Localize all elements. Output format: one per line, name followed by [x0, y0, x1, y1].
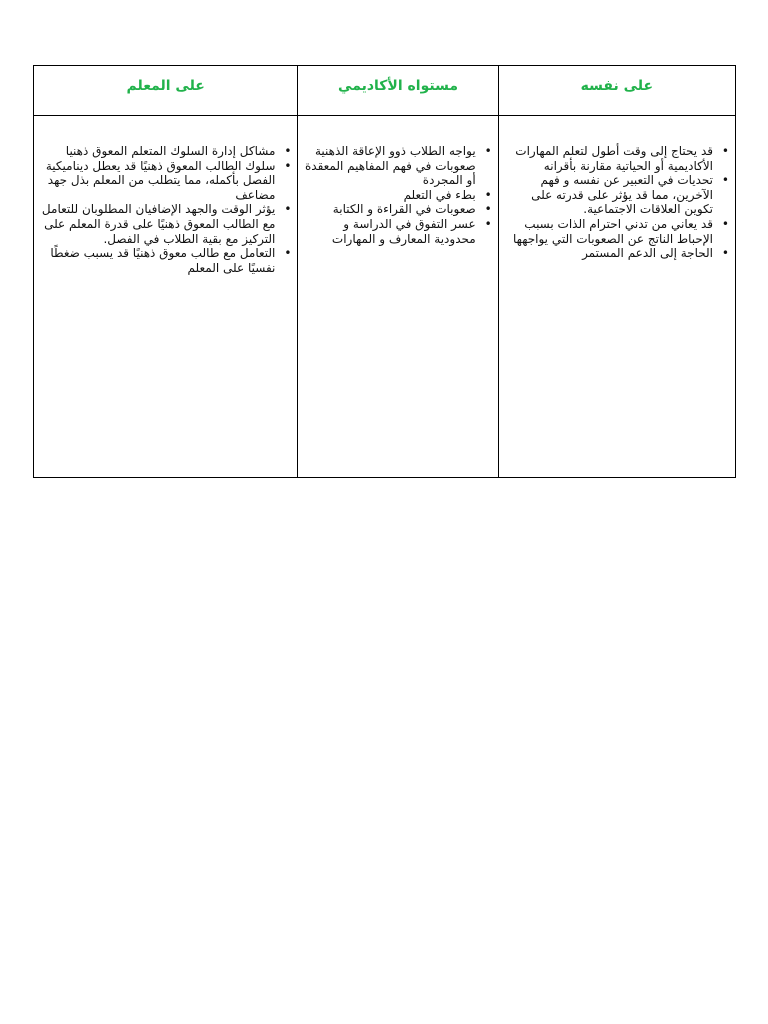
bullet-list-academic-level: [304, 144, 491, 246]
list-item: • يؤثر الوقت والجهد الإضافيان المطلوبان للتعامل مع الطالب المعوق ذهنيًا على قدرة المعلم على التركيز مع بقية الطلاب في الفصل.: [40, 202, 291, 246]
header-on-teacher: على المعلم: [34, 66, 298, 116]
column-on-teacher: [34, 116, 298, 478]
header-row: [34, 66, 736, 116]
header-academic-level: مستواه الأكاديمي: [298, 66, 498, 116]
list-item: • يواجه الطلاب ذوو الإعاقة الذهنية صعوبات في فهم المفاهيم المعقدة أو المجردة: [304, 144, 491, 188]
list-item: • قد يحتاج إلى وقت أطول لتعلم المهارات الأكاديمية أو الحياتية مقارنة بأقرانه: [505, 144, 729, 173]
column-on-himself: [498, 116, 735, 478]
bullet-list-on-himself: [505, 144, 729, 261]
list-item: • بطء في التعلم: [304, 188, 491, 203]
list-item: • صعوبات في القراءة و الكتابة: [304, 202, 491, 217]
bullet-list-on-teacher: [40, 144, 291, 275]
header-on-himself: على نفسه: [498, 66, 735, 116]
list-item: • سلوك الطالب المعوق ذهنيًا قد يعطل ديناميكية الفصل بأكمله، مما يتطلب من المعلم بذل جهد مضاعف: [40, 159, 291, 203]
list-item: • الحاجة إلى الدعم المستمر: [505, 246, 729, 261]
body-row: [34, 116, 736, 478]
list-item: • قد يعاني من تدني احترام الذات بسبب الإحباط الناتج عن الصعوبات التي يواجهها: [505, 217, 729, 246]
list-item: • التعامل مع طالب معوق ذهنيًا قد يسبب ضغطًا نفسيًا على المعلم: [40, 246, 291, 275]
comparison-table: [33, 65, 736, 478]
list-item: • تحديات في التعبير عن نفسه و فهم الآخرين، مما قد يؤثر على قدرته على تكوين العلاقات الاجتماعية.: [505, 173, 729, 217]
list-item: • عسر التفوق في الدراسة و محدودية المعارف و المهارات: [304, 217, 491, 246]
column-academic-level: [298, 116, 498, 478]
list-item: • مشاكل إدارة السلوك المتعلم المعوق ذهنيا: [40, 144, 291, 159]
